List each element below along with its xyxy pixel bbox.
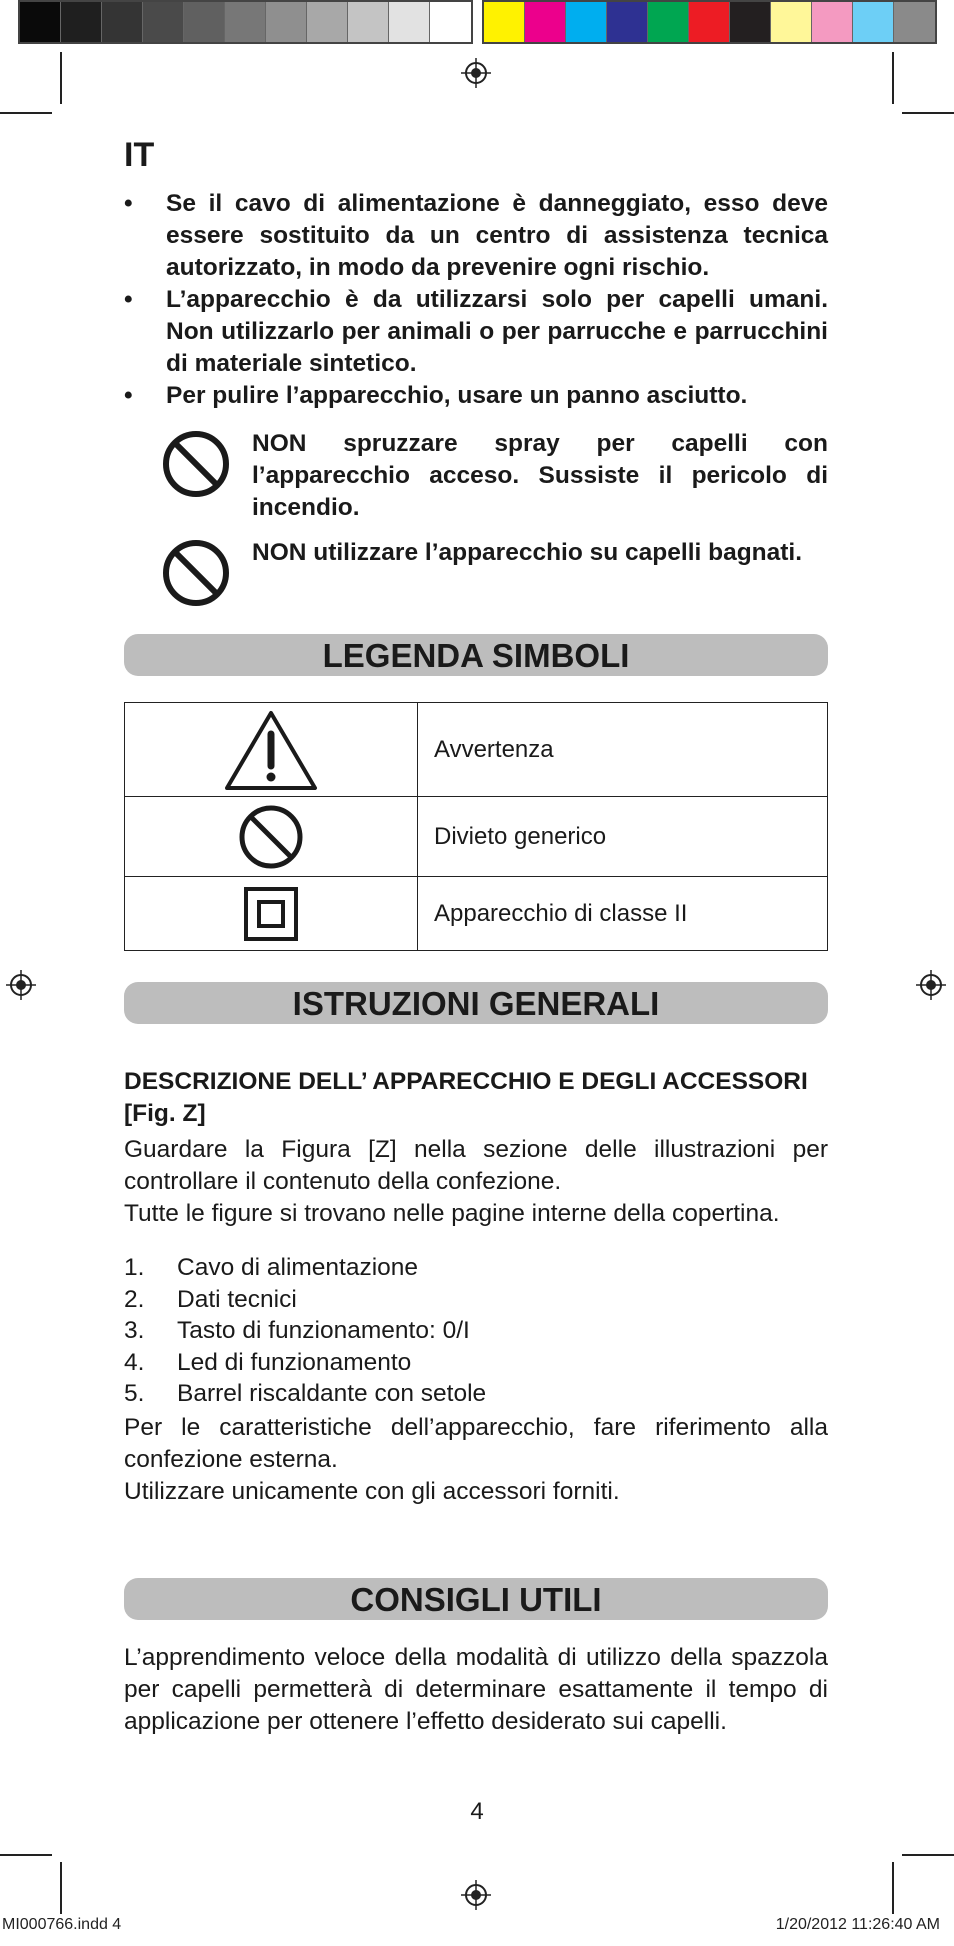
color-swatch [430,2,471,42]
color-swatch [648,2,689,42]
color-swatch [225,2,266,42]
color-swatch [102,2,143,42]
legend-label: Apparecchio di classe II [418,877,828,951]
color-swatch [143,2,184,42]
gray-calibration-bar [18,0,473,44]
crop-mark [60,1862,62,1914]
legend-label: Avvertenza [418,703,828,797]
legend-heading: LEGENDA SIMBOLI [124,634,828,676]
color-swatch [812,2,853,42]
table-row [125,797,828,877]
paragraph-line: Guardare la Figura [Z] nella sezione delle illustrazioni per controllare il contenuto della confezione. [124,1136,828,1195]
warning-row [160,537,828,609]
tips-heading: CONSIGLI UTILI [124,1578,828,1620]
table-row [125,877,828,951]
footer-timestamp: 1/20/2012 11:26:40 AM [775,1916,940,1933]
footer-filename: MI000766.indd 4 [2,1916,122,1933]
warning-text: NON spruzzare spray per capelli con l’apparecchio acceso. Sussiste il pericolo di incendio. [252,430,828,521]
component-list [124,1252,828,1410]
color-swatch [566,2,607,42]
language-code: IT [124,136,155,174]
prohibition-icon [237,803,305,871]
general-instructions-heading: ISTRUZIONI GENERALI [124,982,828,1024]
color-swatch [61,2,102,42]
class-ii-icon [243,886,299,942]
prohibition-icon [160,428,232,500]
intro-paragraph [124,1134,828,1230]
color-swatch [20,2,61,42]
color-swatch [607,2,648,42]
paragraph-line: Tutte le figure si trovano nelle pagine interne della copertina. [124,1200,780,1227]
list-item: • Se il cavo di alimentazione è danneggiato, esso deve essere sostituito da un centro di assistenza tecnica autorizzato, in modo da prevenire ogni rischio. [124,188,828,284]
crop-mark [60,52,62,104]
color-swatch [771,2,812,42]
list-item: • Per pulire l’apparecchio, usare un panno asciutto. [124,380,828,412]
list-item: 3. Tasto di funzionamento: 0/I [124,1317,470,1344]
symbol-legend-table [124,702,828,951]
safety-bullet-list [124,188,828,412]
crop-mark [892,52,894,104]
paragraph-line: Utilizzare unicamente con gli accessori forniti. [124,1478,620,1505]
color-swatch [689,2,730,42]
color-swatch [525,2,566,42]
registration-mark-icon [916,970,946,1000]
list-item: 5. Barrel riscaldante con setole [124,1380,487,1407]
color-swatch [484,2,525,42]
registration-mark-icon [461,1880,491,1910]
paragraph-line: Per le caratteristiche dell’apparecchio, fare riferimento alla confezione esterna. [124,1414,828,1473]
list-item: 4. Led di funzionamento [124,1348,412,1376]
registration-mark-icon [461,58,491,88]
crop-mark [0,112,52,114]
color-swatch [389,2,430,42]
page-number: 4 [470,1798,484,1825]
color-swatch [184,2,225,42]
warning-triangle-icon [223,708,319,792]
crop-mark [0,1854,52,1856]
outro-paragraph [124,1412,828,1508]
crop-mark [902,1854,954,1856]
paragraph-line: L’apprendimento veloce della modalità di utilizzo della spazzola per capelli permetterà di determinare esattamente il tempo di applicazione per ottenere l’effetto desiderato sui capelli. [124,1644,828,1735]
legend-label: Divieto generico [418,797,828,877]
table-row [125,703,828,797]
tips-paragraph [124,1642,828,1738]
section-subheading: DESCRIZIONE DELL’ APPARECCHIO E DEGLI ACCESSORI [Fig. Z] [124,1068,808,1127]
list-item: 1. Cavo di alimentazione [124,1254,419,1281]
color-swatch [894,2,935,42]
list-item: • L’apparecchio è da utilizzarsi solo per capelli umani. Non utilizzarlo per animali o per parrucche e parrucchini di materiale sintetico. [124,284,828,380]
color-swatch [853,2,894,42]
color-calibration-bar [482,0,937,44]
warning-row [160,428,828,524]
crop-mark [892,1862,894,1914]
color-swatch [307,2,348,42]
prohibition-icon [160,537,232,609]
list-item: 2. Dati tecnici [124,1285,297,1313]
color-swatch [730,2,771,42]
warning-text: NON utilizzare l’apparecchio su capelli bagnati. [252,539,803,566]
color-swatch [266,2,307,42]
registration-mark-icon [6,970,36,1000]
crop-mark [902,112,954,114]
color-swatch [348,2,389,42]
